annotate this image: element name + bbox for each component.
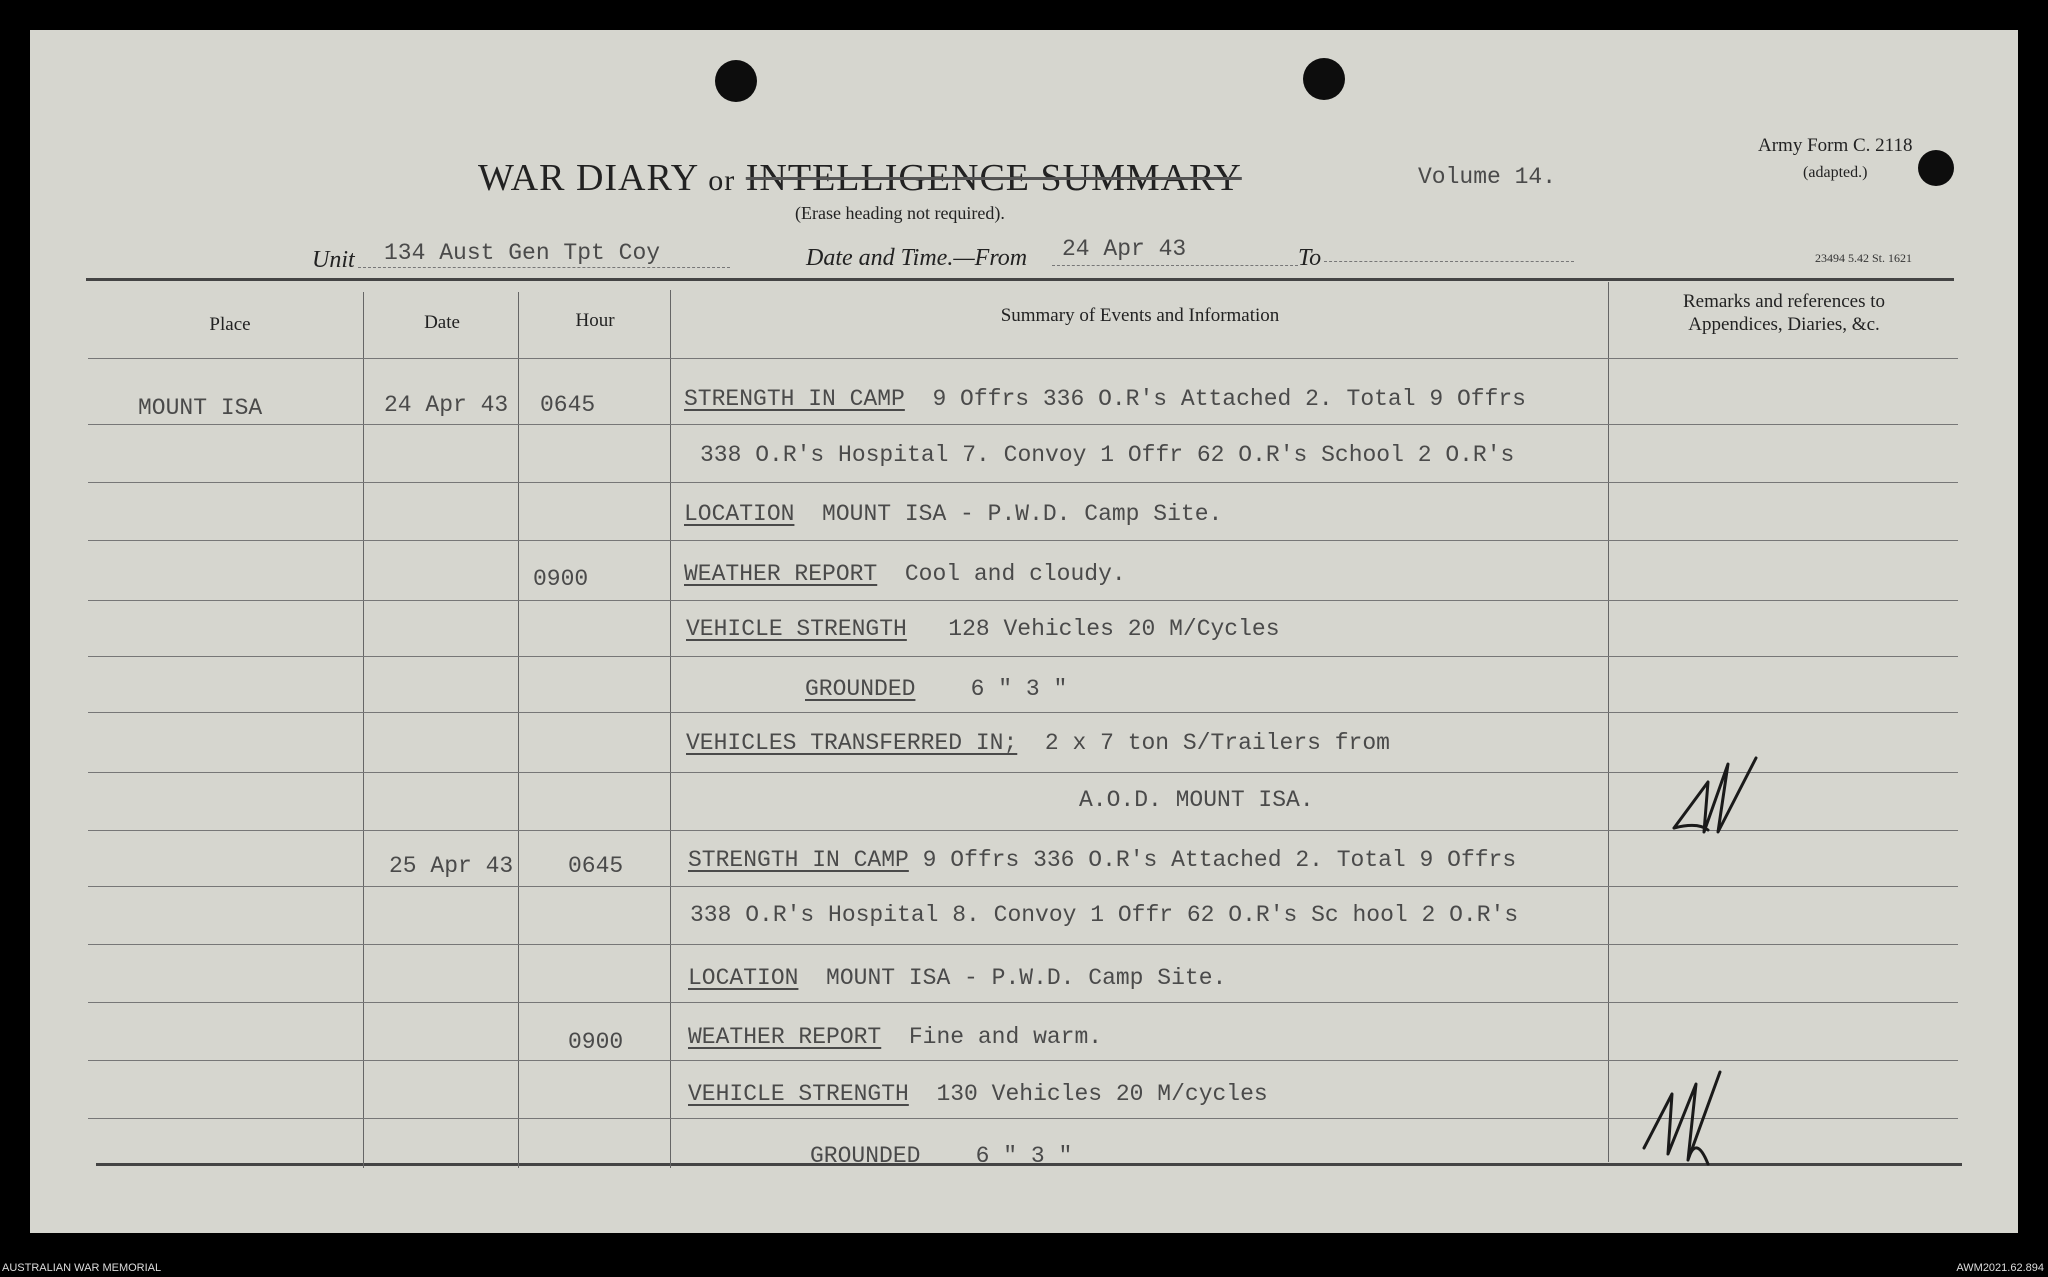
handwritten-initials: [1668, 752, 1768, 842]
row-line: [88, 1002, 1958, 1003]
remarks-header-line1: Remarks and references to: [1682, 291, 1886, 312]
to-label: To: [1298, 245, 1322, 271]
entry-summary: [684, 386, 1526, 412]
entry-text: MOUNT ISA - P.W.D. Camp Site.: [826, 965, 1227, 991]
handwritten-initials: [1638, 1064, 1738, 1168]
entry-heading: VEHICLE STRENGTH: [686, 616, 907, 642]
entry-heading: LOCATION: [688, 965, 799, 991]
unit-dotline: [358, 267, 730, 268]
entry-text: 6 " 3 ": [970, 676, 1068, 702]
unit-label: Unit: [312, 247, 355, 273]
entry-heading: GROUNDED: [805, 676, 916, 702]
row-line: [88, 656, 1958, 657]
row-line: [88, 482, 1958, 483]
entry-text: Cool and cloudy.: [904, 561, 1126, 587]
entry-heading: WEATHER REPORT: [684, 561, 878, 587]
entry-hour: 0900: [568, 1029, 624, 1055]
entry-text: 9 Offrs 336 O.R's Attached 2. Total 9 Offrs: [922, 847, 1517, 873]
entry-heading: STRENGTH IN CAMP: [684, 386, 905, 412]
table-top-rule: [86, 278, 1954, 281]
column-header-remarks: [1612, 290, 1956, 336]
entry-text: 6 " 3 ": [975, 1143, 1073, 1169]
column-divider: [1608, 282, 1609, 1162]
entry-text: 2 x 7 ton S/Trailers from: [1044, 730, 1390, 756]
footer-credit: AUSTRALIAN WAR MEMORIAL: [2, 1262, 162, 1274]
title-or: or: [708, 164, 736, 197]
entry-heading: VEHICLES TRANSFERRED IN;: [686, 730, 1018, 756]
entry-summary: [686, 730, 1390, 756]
entry-heading: GROUNDED: [810, 1143, 921, 1169]
entry-date: 25 Apr 43: [389, 853, 514, 879]
to-dotline: [1324, 261, 1574, 262]
column-header-date: Date: [424, 312, 460, 333]
unit-value: 134 Aust Gen Tpt Coy: [384, 240, 661, 266]
row-line: [88, 600, 1958, 601]
print-reference: 23494 5.42 St. 1621: [1815, 251, 1913, 265]
entry-heading: LOCATION: [684, 501, 795, 527]
army-form-adapted: (adapted.): [1803, 164, 1868, 181]
erase-note: (Erase heading not required).: [795, 203, 1005, 223]
entry-heading: WEATHER REPORT: [688, 1024, 882, 1050]
punch-hole: [715, 60, 757, 102]
entry-text: 128 Vehicles 20 M/Cycles: [948, 616, 1280, 642]
row-line: [88, 1060, 1958, 1061]
row-line: [88, 540, 1958, 541]
entry-text: A.O.D. MOUNT ISA.: [1079, 787, 1314, 813]
entry-text: 338 O.R's Hospital 8. Convoy 1 Offr 62 O.R's Sc hool 2 O.R's: [690, 902, 1519, 928]
army-form-number: Army Form C. 2118: [1758, 135, 1913, 156]
entry-summary: [688, 847, 1516, 873]
entry-summary: [805, 676, 1067, 702]
from-value: 24 Apr 43: [1062, 236, 1187, 262]
entry-hour: 0645: [568, 853, 624, 879]
entry-date: 24 Apr 43: [384, 392, 509, 418]
entry-text: 130 Vehicles 20 M/cycles: [936, 1081, 1268, 1107]
entry-summary: [688, 965, 1226, 991]
entry-text: MOUNT ISA - P.W.D. Camp Site.: [822, 501, 1223, 527]
column-header-place: Place: [209, 314, 251, 335]
date-time-label: Date and Time.—From: [806, 245, 1028, 271]
army-form-label: [1758, 132, 1912, 186]
row-line: [88, 886, 1958, 887]
punch-hole: [1303, 58, 1345, 100]
entry-summary: [688, 1081, 1268, 1107]
entry-text: 9 Offrs 336 O.R's Attached 2. Total 9 Offrs: [932, 386, 1526, 412]
footer-accession-number: AWM2021.62.894: [1956, 1262, 2044, 1274]
column-header-hour: Hour: [575, 310, 615, 331]
column-divider: [670, 290, 671, 1168]
entry-text: 338 O.R's Hospital 7. Convoy 1 Offr 62 O.R's School 2 O.R's: [700, 442, 1515, 468]
page-title: [478, 156, 1242, 200]
header-rule: [88, 358, 1958, 359]
row-line: [88, 424, 1958, 425]
punch-hole: [1918, 150, 1954, 186]
remarks-header-line2: Appendices, Diaries, &c.: [1688, 314, 1880, 335]
entry-summary: [684, 501, 1222, 527]
entry-summary: [686, 616, 1280, 642]
entry-place: MOUNT ISA: [138, 395, 263, 421]
entry-hour: 0900: [533, 566, 589, 592]
entry-summary: [688, 1024, 1102, 1050]
entry-summary: [684, 561, 1126, 587]
entry-heading: STRENGTH IN CAMP: [688, 847, 909, 873]
title-war-diary: WAR DIARY: [478, 157, 698, 199]
row-line: [88, 712, 1958, 713]
column-header-summary: Summary of Events and Information: [1000, 305, 1280, 326]
entry-heading: VEHICLE STRENGTH: [688, 1081, 909, 1107]
entry-hour: 0645: [540, 392, 596, 418]
entry-summary: [810, 1143, 1072, 1169]
row-line: [88, 944, 1958, 945]
entry-text: Fine and warm.: [908, 1024, 1103, 1050]
title-intelligence-summary: INTELLIGENCE SUMMARY: [745, 157, 1242, 199]
from-dotline: [1052, 265, 1298, 266]
volume-number: Volume 14.: [1418, 164, 1557, 190]
